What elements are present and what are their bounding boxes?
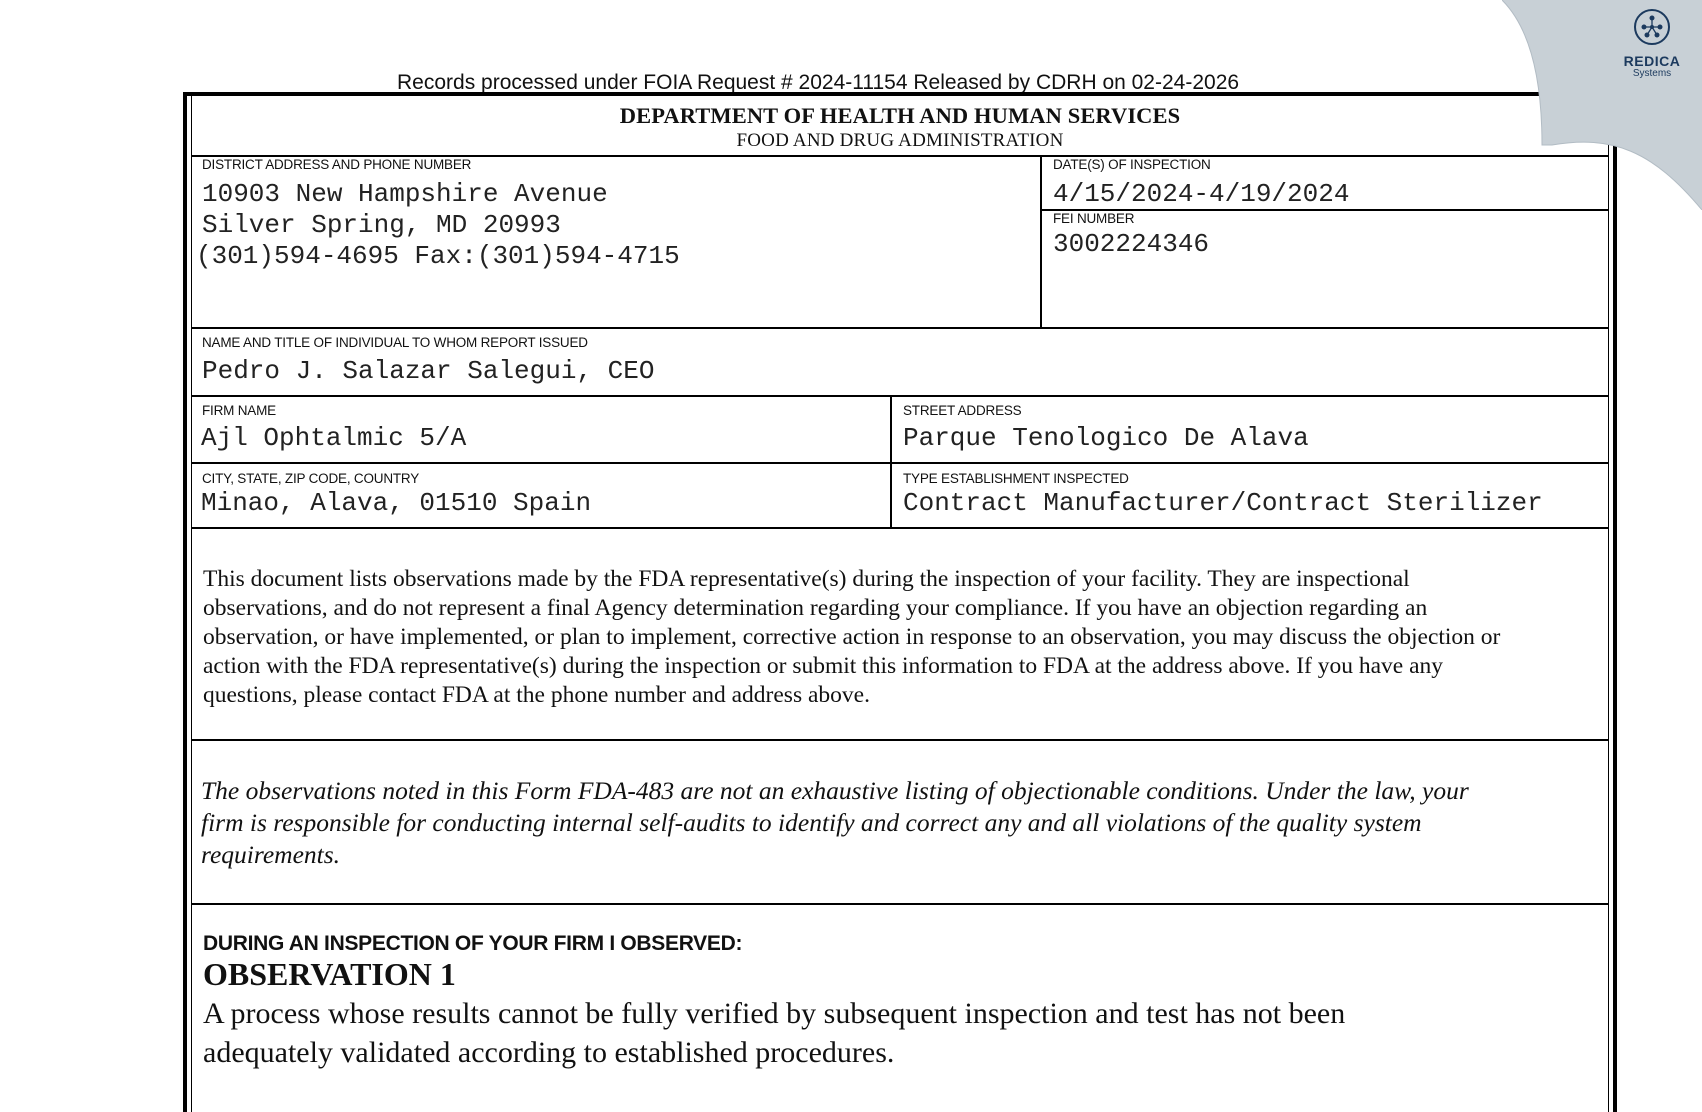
notice-text [203,565,1596,710]
district-line1: 10903 New Hampshire Avenue [202,179,608,209]
divider-row-6 [192,739,1608,741]
logo-subtitle: Systems [1632,68,1672,79]
observation-title: OBSERVATION 1 [203,956,456,992]
district-line3: (301)594-4695 Fax:(301)594-4715 [196,241,680,271]
fda-483-form [183,92,1617,1112]
redica-network-icon [1633,8,1671,46]
notice-line: questions, please contact FDA at the phone number and address above. [203,682,870,708]
notice-line: action with the FDA representative(s) during the inspection or submit this information to FDA at the address above. If you have any [203,653,1444,679]
city-value: Minao, Alava, 01510 Spain [201,488,592,518]
report-issued-value: Pedro J. Salazar Salegui, CEO [202,356,655,386]
disclaimer-line: requirements. [201,840,341,869]
notice-line: observations, and do not represent a final Agency determination regarding your compliance. If you have an objection regarding an [203,595,1428,621]
observed-intro: DURING AN INSPECTION OF YOUR FIRM I OBSERVED: [203,932,743,955]
observation-text [203,994,1548,1072]
inspection-dates-label: DATE(S) OF INSPECTION [1053,157,1211,172]
divider-row-3 [192,395,1608,397]
establishment-type-value: Contract Manufacturer/Contract Sterilizer [903,488,1543,518]
report-issued-label: NAME AND TITLE OF INDIVIDUAL TO WHOM REPORT ISSUED [202,335,588,350]
fei-value: 3002224346 [1053,229,1210,259]
fei-label: FEI NUMBER [1053,211,1135,226]
divider-row-4 [192,462,1608,464]
street-address-value: Parque Tenologico De Alava [903,423,1309,453]
form-header [192,96,1608,157]
disclaimer-line: firm is responsible for conducting internal self-audits to identify and correct any and all violations of the quality system [201,808,1422,837]
firm-name-label: FIRM NAME [202,403,276,418]
disclaimer-text [201,775,1596,871]
establishment-type-label: TYPE ESTABLISHMENT INSPECTED [903,471,1129,486]
foia-banner: Records processed under FOIA Request # 2024-11154 Released by CDRH on 02-24-2026 [397,71,1240,94]
redica-logo [1612,8,1692,79]
inspection-dates-value: 4/15/2024-4/19/2024 [1053,179,1350,209]
firm-name-value: Ajl Ophtalmic 5/A [201,423,467,453]
street-address-label: STREET ADDRESS [903,403,1022,418]
observation-line: A process whose results cannot be fully verified by subsequent inspection and test has not been [203,997,1346,1030]
department-title: DEPARTMENT OF HEALTH AND HUMAN SERVICES [619,103,1181,128]
notice-line: observation, or have implemented, or plan to implement, corrective action in response to an observation, you may discuss the objection or [203,624,1501,650]
divider-vertical-1 [1040,155,1042,327]
notice-line: This document lists observations made by the FDA representative(s) during the inspection of your facility. They are inspectional [203,566,1410,592]
form-frame [191,96,1609,1112]
city-label: CITY, STATE, ZIP CODE, COUNTRY [202,471,420,486]
district-line2: Silver Spring, MD 20993 [202,210,561,240]
logo-name: REDICA [1623,53,1681,69]
divider-row-2 [192,327,1608,329]
divider-row-5 [192,527,1608,529]
agency-title: FOOD AND DRUG ADMINISTRATION [736,130,1064,151]
disclaimer-line: The observations noted in this Form FDA-483 are not an exhaustive listing of objectionable conditions. Under the law, your [201,776,1469,805]
district-label: DISTRICT ADDRESS AND PHONE NUMBER [202,157,472,172]
observation-line: adequately validated according to established procedures. [203,1036,895,1069]
divider-row-7 [192,903,1608,905]
